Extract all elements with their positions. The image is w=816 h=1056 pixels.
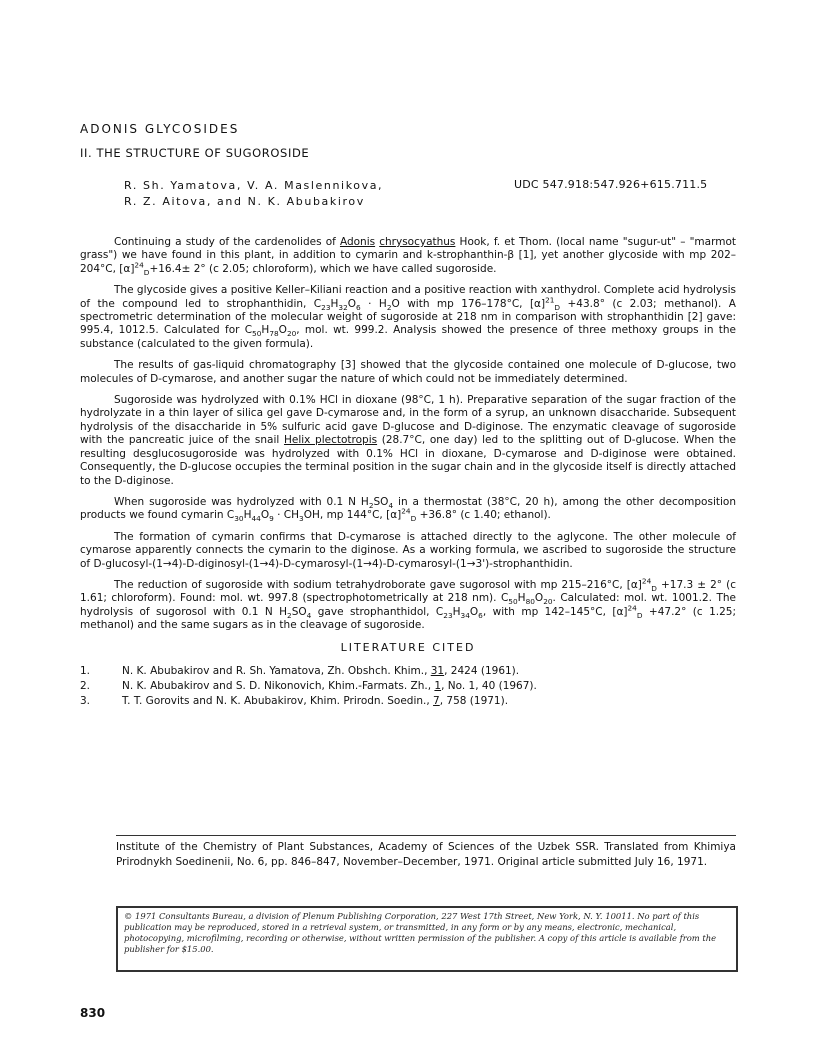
udc-code: UDC 547.918:547.926+615.711.5 [514,178,708,191]
article-body [80,236,736,709]
page-number: 830 [80,1006,106,1020]
reference-item: 2. N. K. Abubakirov and S. D. Nikonovich, Khim.-Farmats. Zh., 1, No. 1, 40 (1967). [80,679,537,692]
footnote-divider [116,835,736,836]
paragraph-4: Sugoroside was hydrolyzed with 0.1% HCl in dioxane (98°C, 1 h). Preparative separation of the sugar fraction of the hydrolyzate in a thin layer of silica gel gave D-cymarose and, in the form of a syrup, an unknown disaccharide. Subsequent hydrolysis of the disaccharide in 5% sulfuric acid gave D-glucose and D-diginose. The enzymatic cleavage of sugoroside with the pancreatic juice of the snail Helix plectotropis (28.7°C, one day) led to the splitting out of D-glucose. When the resulting desglucosugoroside was hydrolyzed with 0.1% HCl in dioxane, D-cymarose and D-diginose were obtained. Consequently, the D-glucose occupies the terminal position in the sugar chain and in the glycoside itself is directly attached to the D-diginose. [80,394,736,487]
snail-species: Helix plectotropis [283,434,378,447]
reference-list [80,664,736,709]
authors-block [124,178,383,210]
species-name: chrysocyathus [379,236,456,248]
paragraph-1: Continuing a study of the cardenolides of Adonis chrysocyathus Hook, f. et Thom. (local name "sugur-ut" – "marmot grass") we have found in this plant, in addition to cymarin and k-strophanthin-β [1], yet another glycoside with mp 202–204°C, $[\alpha]^{24}_D+16.4\pm 2^\circ$ (c 2.05; chloroform), which we have called sugoroside. [80,236,736,277]
authors-line-2: R. Z. Aitova, and N. K. Abubakirov [124,195,365,208]
paragraph-7: The reduction of sugoroside with sodium tetrahydroborate gave sugorosol with mp 215–216°C, $[\alpha]^{24}_D +17.3 \pm 2^\circ$ (c 1.61; chloroform). Found: mol. wt. 997.8 (spectrophotometrically at 218 nm). $C_{50}H_{80}O_{20}$. Calculated: mol. wt. 1001.2. The hydrolysis of sugorosol with 0.1 N $H_2SO_4$ gave strophanthidol, $C_{23}H_{34}O_6$, with mp 142–145°C, $[\alpha]^{24}_D +47.2^\circ$ (c 1.25; methanol) and the same sugars as in the cleavage of sugoroside. [80,576,737,632]
literature-heading: LITERATURE CITED [340,640,476,654]
series-title: ADONIS GLYCOSIDES [80,122,240,136]
reference-item: 3. T. T. Gorovits and N. K. Abubakirov, Khim. Prirodn. Soedin., 7, 758 (1971). [80,694,509,707]
paragraph-5: When sugoroside was hydrolyzed with 0.1 N $H_2SO_4$ in a thermostat (38°C, 20 h), among the other decomposition products we found cymarin $C_{30}H_{44}O_9 \cdot CH_3OH$, mp 144°C, $[\alpha]^{24}_D +36.8^\circ$ (c 1.40; ethanol). [80,495,736,524]
paragraph-6: The formation of cymarin confirms that D-cymarose is attached directly to the aglycone. The other molecule of cymarose apparently connects the cymarin to the diginose. As a working formula, we ascribed to sugoroside the structure of D-glucosyl-(1→4)-D-diginosyl-(1→4)-D-cymarosyl-(1→4)-D-cymarosyl-(1→3')-strophanthidin. [80,530,736,570]
authors-line-1: R. Sh. Yamatova, V. A. Maslennikova, [124,179,384,192]
paragraph-2: The glycoside gives a positive Keller–Kiliani reaction and a positive reaction with xanthydrol. Complete acid hydrolysis of the compound led to strophanthidin, $C_{23}H_{32}O_6 \cdot H_2O$ with mp 176–178°C, $[\alpha]^{21}_D +43.8^\circ$ (c 2.03; methanol). A spectrometric determination of the molecular weight of sugoroside at 218 nm in comparison with strophanthidin [2] gave: 995.4, 1012.5. Calculated for $C_{50}H_{78}O_{20}$, mol. wt. 999.2. Analysis showed the presence of three methoxy groups in the substance (calculated to the given formula). [80,284,736,350]
article-title: II. THE STRUCTURE OF SUGOROSIDE [80,146,310,160]
affiliation-note: Institute of the Chemistry of Plant Substances, Academy of Sciences of the Uzbek SSR. Translated from Khimiya Prirodnykh Soedinenii, No. 6, pp. 846–847, November–December, 1971. Original article submitted July 16, 1971. [116,841,736,868]
copyright-box: © 1971 Consultants Bureau, a division of Plenum Publishing Corporation, 227 West 17th Street, New York, N. Y. 10011. No part of this publication may be reproduced, stored in a retrieval system, or transmitted, in any form or by any means, electronic, mechanical, photocopying, microfilming, recording or otherwise, without written permission of the publisher. A copy of this article is available from the publisher for $15.00. [116,906,738,972]
paragraph-3: The results of gas-liquid chromatography [3] showed that the glycoside contained one molecule of D-glucose, two molecules of D-cymarose, and another sugar the nature of which could not be immediately determined. [80,359,736,385]
reference-item: 1. N. K. Abubakirov and R. Sh. Yamatova, Zh. Obshch. Khim., 31, 2424 (1961). [80,664,520,677]
genus-name: Adonis [339,236,376,248]
